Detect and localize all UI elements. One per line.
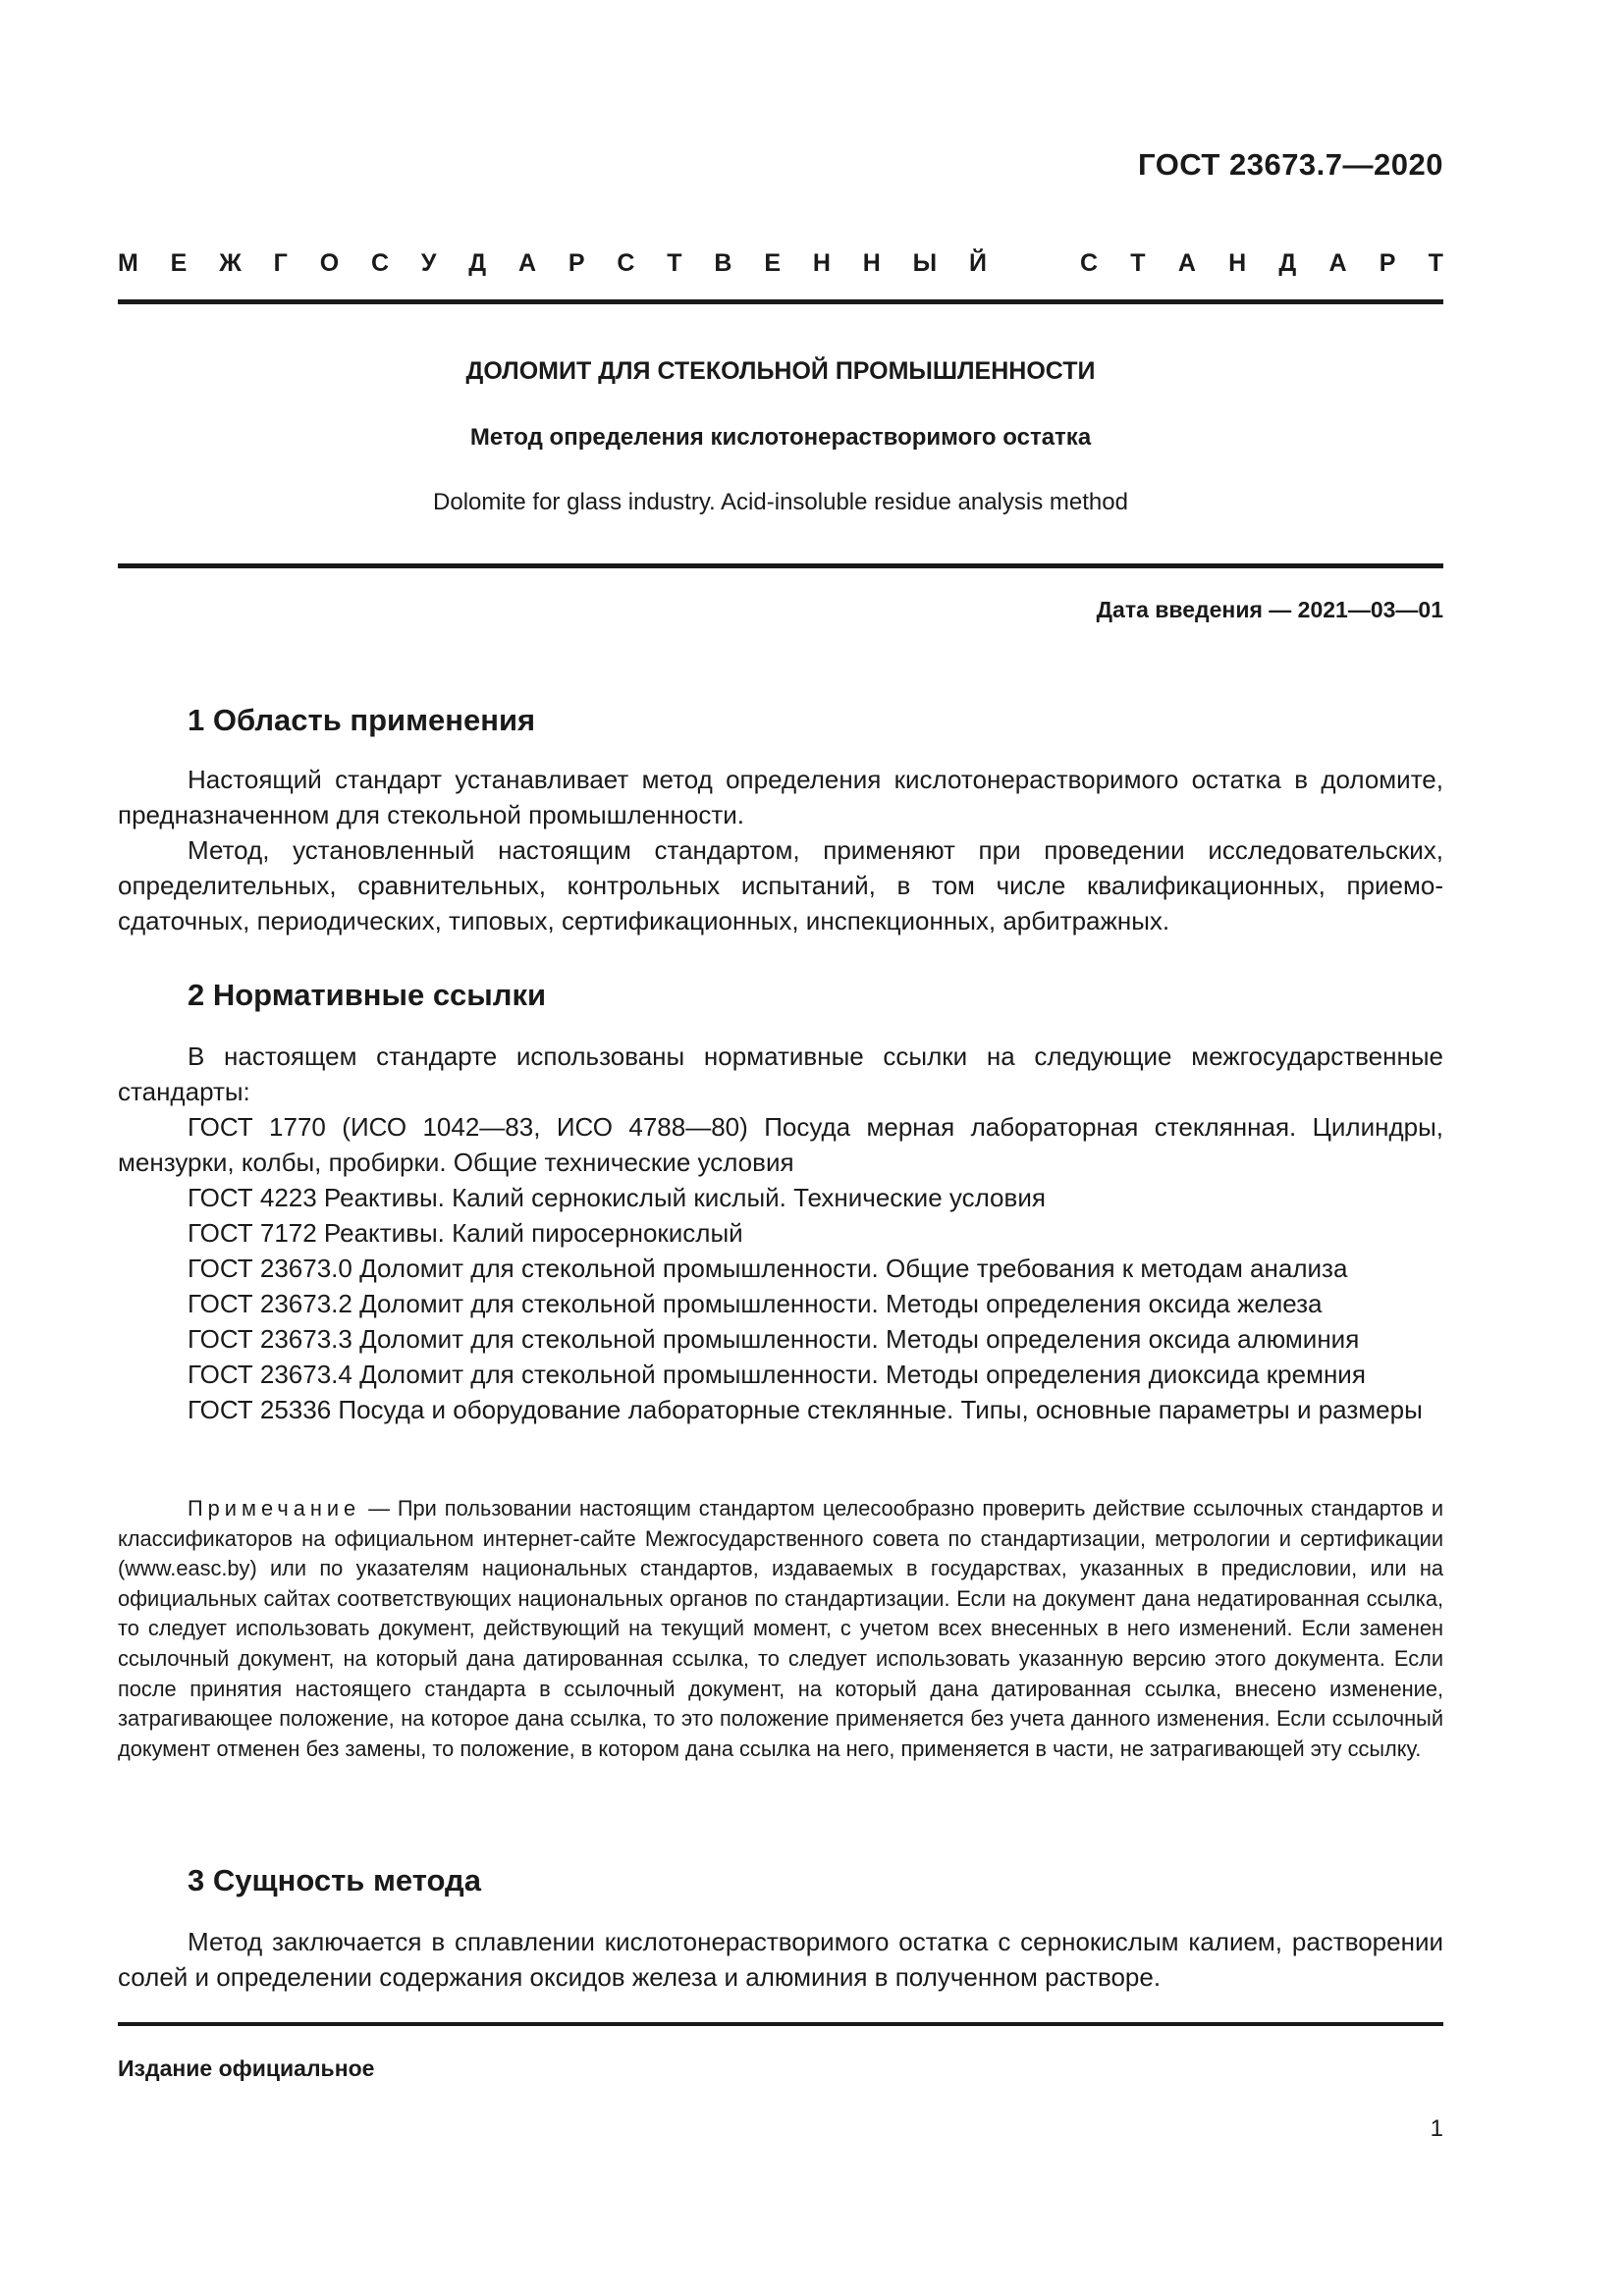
banner-letter: Ж	[219, 249, 242, 277]
page-number: 1	[1430, 2115, 1443, 2142]
banner-letter: Д	[468, 249, 487, 277]
banner-letter: А	[517, 249, 537, 277]
banner-letter: Ы	[912, 249, 938, 277]
reference-item: ГОСТ 25336 Посуда и оборудование лабораторные стеклянные. Типы, основные параметры и размеры	[188, 1395, 1423, 1424]
banner-letter: Т	[1428, 249, 1443, 277]
banner-letter: Н	[812, 249, 831, 277]
interstate-standard-banner	[118, 249, 1443, 278]
banner-letter: С	[1080, 249, 1099, 277]
banner-letter: Е	[170, 249, 188, 277]
header-rule	[118, 299, 1443, 304]
section-heading-scope: 1 Область применения	[188, 703, 536, 737]
introduction-date: Дата введения — 2021—03—01	[1096, 597, 1443, 622]
banner-letter: С	[370, 249, 390, 277]
banner-letter: М	[118, 249, 138, 277]
reference-item: ГОСТ 7172 Реактивы. Калий пиросернокислый	[188, 1218, 743, 1248]
reference-item: ГОСТ 23673.2 Доломит для стекольной промышленности. Методы определения оксида железа	[188, 1289, 1323, 1318]
gost-number: ГОСТ 23673.7—2020	[1138, 147, 1443, 182]
banner-letter: Р	[568, 249, 585, 277]
banner-letter: Т	[1130, 249, 1146, 277]
document-title: ДОЛОМИТ ДЛЯ СТЕКОЛЬНОЙ ПРОМЫШЛЕННОСТИ	[465, 357, 1096, 385]
banner-letter: О	[319, 249, 340, 277]
section-heading-references: 2 Нормативные ссылки	[188, 978, 547, 1012]
paragraph: В настоящем стандарте использованы нормативные ссылки на следующие межгосударственные стандарты:	[118, 1041, 1443, 1106]
footer-rule	[118, 2022, 1443, 2026]
title-rule	[118, 563, 1443, 568]
document-page	[118, 0, 1443, 2296]
english-title: Dolomite for glass industry. Acid-insoluble residue analysis method	[433, 489, 1128, 515]
interstate-word	[118, 249, 987, 278]
paragraph: Настоящий стандарт устанавливает метод определения кислотонерастворимого остатка в доломите, предназначенном для стекольной промышленности.	[118, 765, 1443, 829]
banner-letter: В	[714, 249, 732, 277]
standard-word	[1080, 249, 1443, 278]
section-body-scope	[118, 762, 1443, 938]
section-heading-method-essence: 3 Сущность метода	[188, 1863, 481, 1897]
banner-letter: С	[617, 249, 635, 277]
reference-item: ГОСТ 23673.0 Доломит для стекольной промышленности. Общие требования к методам анализа	[188, 1254, 1348, 1283]
banner-letter: А	[1328, 249, 1347, 277]
reference-item: ГОСТ 1770 (ИСО 1042—83, ИСО 4788—80) Посуда мерная лабораторная стеклянная. Цилиндры, мензурки, колбы, пробирки. Общие технические условия	[118, 1112, 1443, 1177]
reference-item: ГОСТ 4223 Реактивы. Калий сернокислый кислый. Технические условия	[188, 1183, 1046, 1212]
section-body-references	[118, 1039, 1443, 1427]
references-note	[118, 1494, 1443, 1764]
banner-letter: Н	[862, 249, 881, 277]
banner-letter: Г	[273, 249, 288, 277]
banner-letter: Р	[1379, 249, 1396, 277]
paragraph: Метод, установленный настоящим стандартом, применяют при проведении исследовательских, определительных, сравнительных, контрольных испытаний, в том числе квалификационных, приемо-сдаточных, периодических, типовых, сертификационных, инспекционных, арбитражных.	[118, 835, 1443, 935]
banner-letter: Н	[1228, 249, 1247, 277]
note-label: Примечание	[188, 1496, 361, 1521]
note-text: — При пользовании настоящим стандартом целесообразно проверить действие ссылочных стандартов и классификаторов на официальном интернет-сайте Межгосударственного совета по стандартизации, метрологии и сертификации (www.easc.by) или по указателям национальных стандартов, издаваемых в государствах, указанных в предисловии, или на официальных сайтах соответствующих национальных органов по стандартизации. Если на документ дана недатированная ссылка, то следует использовать документ, действующий на текущий момент, с учетом всех внесенных в него изменений. Если заменен ссылочный документ, на который дана датированная ссылка, то следует использовать указанную версию этого документа. Если после принятия настоящего стандарта в ссылочный документ, на который дана датированная ссылка, внесено изменение, затрагивающее положение, на которое дана ссылка, то это положение применяется без учета данного изменения. Если ссылочный документ отменен без замены, то положение, в котором дана ссылка на него, применяется в части, не затрагивающей эту ссылку.	[118, 1496, 1443, 1761]
reference-item: ГОСТ 23673.4 Доломит для стекольной промышленности. Методы определения диоксида кремния	[188, 1360, 1366, 1389]
document-subtitle: Метод определения кислотонерастворимого остатка	[469, 424, 1092, 451]
banner-letter: Е	[764, 249, 782, 277]
paragraph: Метод заключается в сплавлении кислотонерастворимого остатка с сернокислым калием, растворении солей и определении содержания оксидов железа и алюминия в полученном растворе.	[118, 1927, 1443, 1992]
banner-letter: У	[420, 249, 437, 277]
banner-letter: А	[1177, 249, 1196, 277]
banner-letter: Д	[1278, 249, 1297, 277]
reference-item: ГОСТ 23673.3 Доломит для стекольной промышленности. Методы определения оксида алюминия	[188, 1324, 1360, 1354]
banner-letter: Т	[667, 249, 682, 277]
section-body-method-essence	[118, 1924, 1443, 1995]
official-edition-label: Издание официальное	[118, 2056, 375, 2081]
banner-letter: Й	[969, 249, 987, 277]
